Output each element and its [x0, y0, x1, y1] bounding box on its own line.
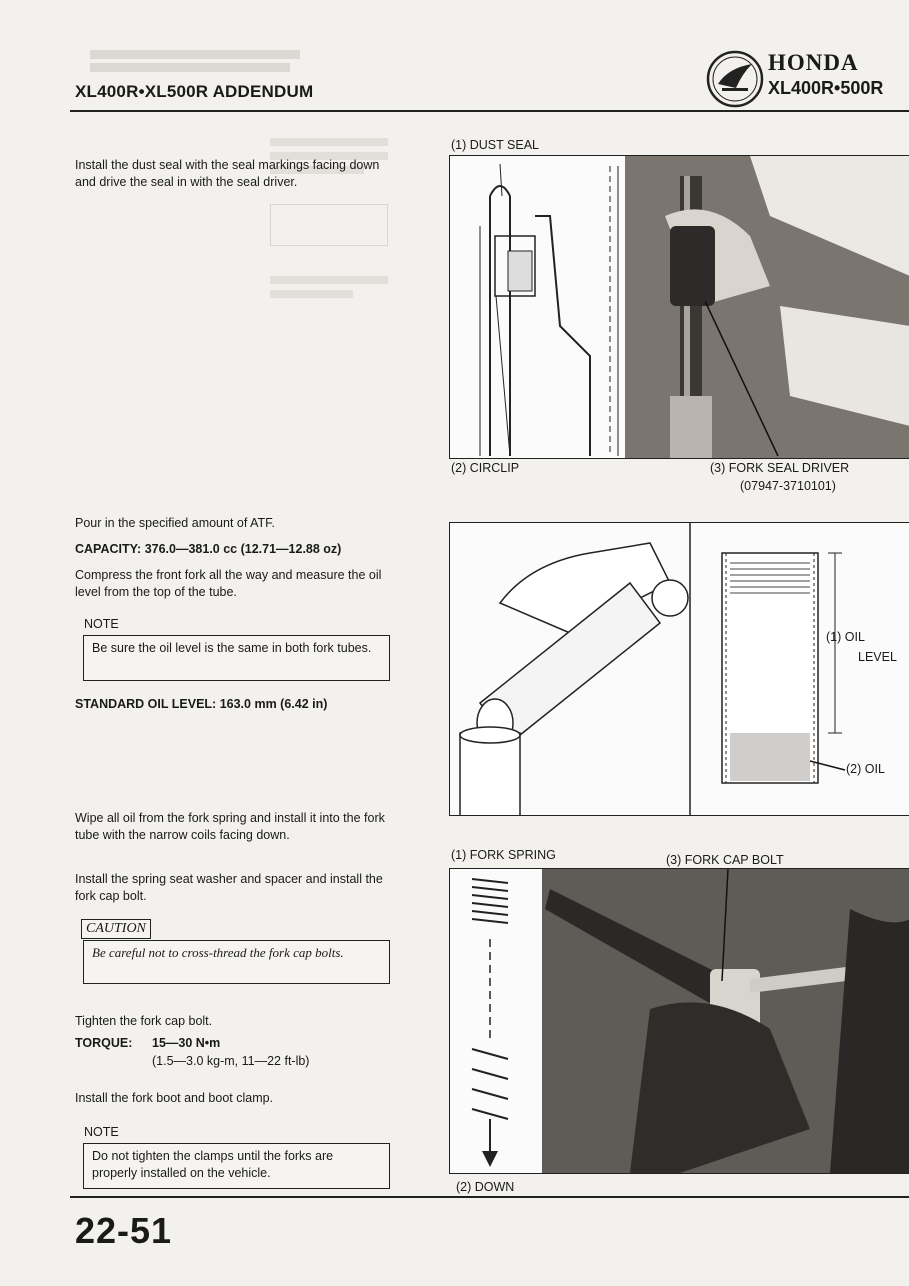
standard-oil-level-line	[75, 696, 327, 713]
spring-seat-instruction: Install the spring seat washer and spacer and install the fork cap bolt.	[75, 872, 383, 903]
tighten-instruction: Tighten the fork cap bolt.	[75, 1014, 213, 1028]
fork-boot-instruction: Install the fork boot and boot clamp.	[75, 1091, 274, 1105]
note-title: NOTE	[84, 617, 119, 631]
label-oil: (2) OIL	[846, 762, 885, 776]
bleed-through-text	[90, 50, 310, 72]
oil-fill-figure	[449, 522, 909, 816]
label-oil-level-2: LEVEL	[858, 650, 897, 664]
torque-value-nm: 15—30 N•m	[152, 1036, 221, 1050]
note-title-2: NOTE	[84, 1125, 119, 1139]
fork-spring-diagram	[450, 869, 909, 1173]
dust-seal-instruction: Install the dust seal with the seal markings facing down and drive the seal in with the seal driver.	[75, 158, 380, 189]
caution-box	[83, 940, 390, 984]
clamp-note: Do not tighten the clamps until the forks are properly installed on the vehicle.	[83, 1143, 390, 1189]
label-circlip: (2) CIRCLIP	[451, 461, 520, 475]
label-fork-spring: (1) FORK SPRING	[451, 848, 556, 862]
page-header-title: XL400R•XL500R ADDENDUM	[75, 82, 314, 101]
label-fork-cap-bolt: (3) FORK CAP BOLT	[666, 853, 784, 867]
model-name: XL400R•500R	[768, 78, 884, 98]
label-down: (2) DOWN	[456, 1180, 515, 1194]
label-driver-part-number: (07947-3710101)	[740, 479, 836, 493]
capacity-label: CAPACITY:	[75, 542, 142, 556]
compress-instruction: Compress the front fork all the way and measure the oil level from the top of the tube.	[75, 568, 382, 599]
header-rule	[70, 110, 909, 112]
std-oil-level-label: STANDARD OIL LEVEL:	[75, 697, 217, 711]
std-oil-level-value: 163.0 mm (6.42 in)	[219, 697, 328, 711]
honda-wing-logo	[706, 50, 764, 108]
wipe-oil-instruction: Wipe all oil from the fork spring and install it into the fork tube with the narrow coils facing down.	[75, 811, 385, 842]
label-fork-seal-driver: (3) FORK SEAL DRIVER	[710, 461, 850, 475]
caution-title: CAUTION	[81, 919, 151, 939]
brand-name: HONDA	[768, 50, 859, 75]
page-number: 22-51	[75, 1210, 173, 1251]
oil-level-note: Be sure the oil level is the same in both fork tubes.	[83, 635, 390, 681]
label-dust-seal: (1) DUST SEAL	[451, 138, 539, 152]
footer-rule	[70, 1196, 909, 1198]
torque-value-imperial: (1.5—3.0 kg-m, 11—22 ft-lb)	[152, 1054, 310, 1068]
fork-spring-figure	[449, 868, 909, 1174]
label-oil-level-1: (1) OIL	[826, 630, 865, 644]
atf-instruction: Pour in the specified amount of ATF.	[75, 516, 275, 530]
oil-fill-diagram	[450, 523, 909, 815]
dust-seal-figure	[449, 155, 909, 459]
capacity-value: 376.0—381.0 cc (12.71—12.88 oz)	[144, 542, 342, 556]
capacity-line	[75, 541, 341, 558]
fork-seal-diagram	[450, 156, 909, 458]
caution-text: Be careful not to cross-thread the fork cap bolts.	[92, 945, 344, 960]
torque-label: TORQUE:	[75, 1036, 133, 1050]
